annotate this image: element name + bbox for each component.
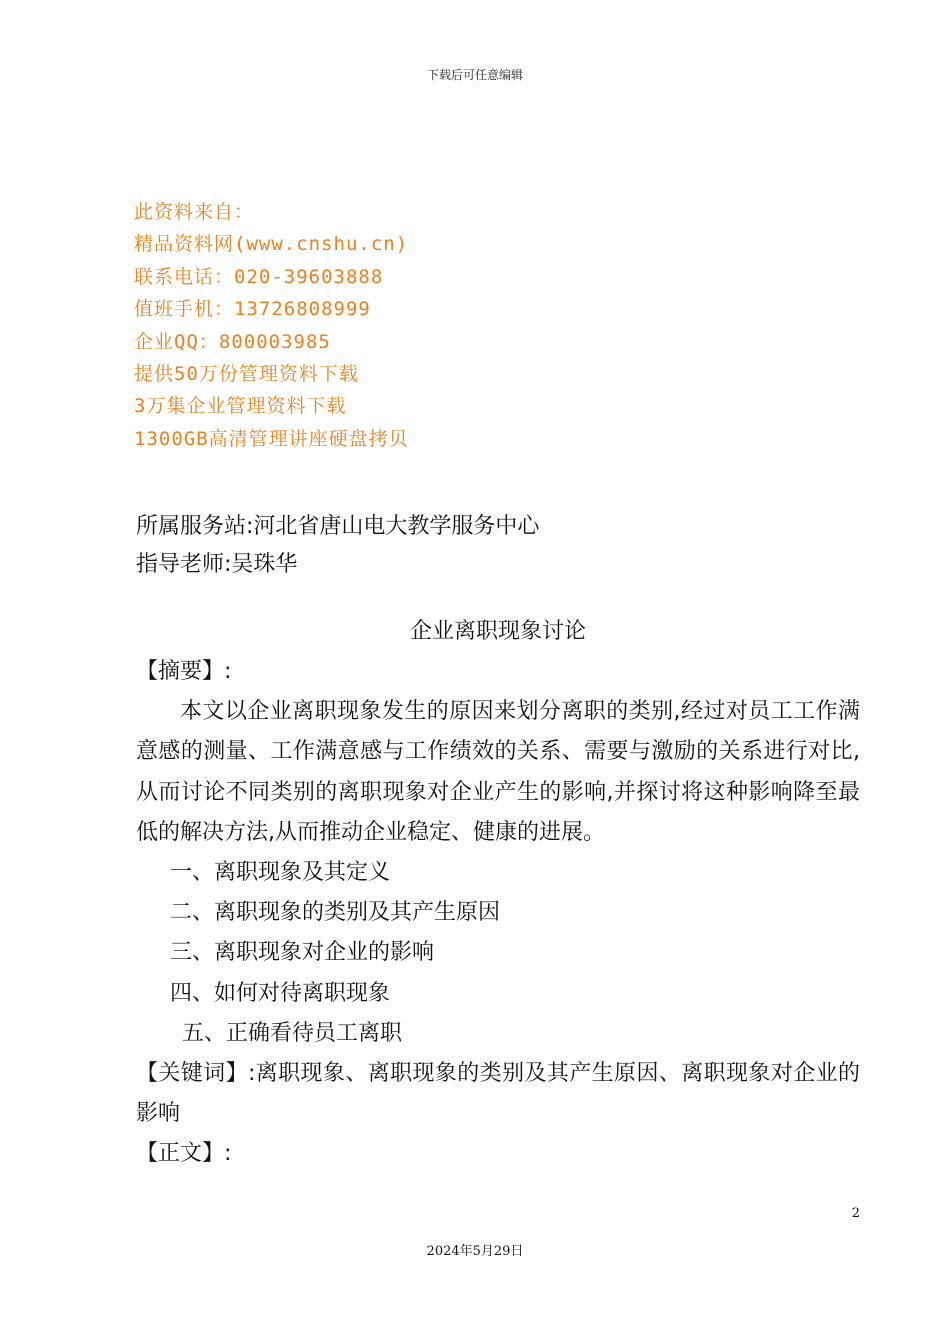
promo-line: 1300GB高清管理讲座硬盘拷贝 [134,427,409,450]
footer-date: 2024年5月29日 [426,1244,524,1259]
promo-line-qq: 企业QQ：800003985 [134,330,331,353]
keywords: 【关键词】:离职现象、离职现象的类别及其产生原因、离职现象对企业的影响 [136,1060,860,1127]
abstract-text: 本文以企业离职现象发生的原因来划分离职的类别,经过对员工工作满意感的测量、工作满意感与工作绩效的关系、需要与激励的关系进行对比,从而讨论不同类别的离职现象对企业产生的影响,并探讨将这种影响降至最低的解决方法,从而推动企业稳定、健康的进展。 [136,699,860,845]
abstract-label: 【摘要】: [136,659,232,684]
advisor: 指导老师:吴珠华 [136,552,298,577]
outline-item: 五、正确看待员工离职 [182,1020,403,1046]
promo-line: 提供50万份管理资料下载 [134,362,359,385]
document-title: 企业离职现象讨论 [409,619,586,644]
promo-line-mobile: 值班手机：13726808999 [134,298,371,321]
promo-line-phone: 联系电话：020-39603888 [134,265,384,288]
page-number: 2 [851,1206,860,1221]
outline-item: 一、离职现象及其定义 [170,860,391,886]
outline-item: 二、离职现象的类别及其产生原因 [170,900,501,926]
body-label: 【正文】: [136,1141,232,1167]
promo-line: 3万集企业管理资料下载 [134,395,347,418]
document-body [136,652,860,1175]
promo-line-website[interactable]: 精品资料网(www.cnshu.cn) [134,233,409,256]
promo-block [134,196,734,455]
document-meta [136,508,539,584]
service-station: 所属服务站:河北省唐山电大教学服务中心 [136,514,540,539]
outline-item: 三、离职现象对企业的影响 [170,940,435,966]
header-note: 下载后可任意编辑 [426,68,523,82]
promo-line: 此资料来自： [134,201,255,223]
outline-item: 四、如何对待离职现象 [170,980,391,1006]
